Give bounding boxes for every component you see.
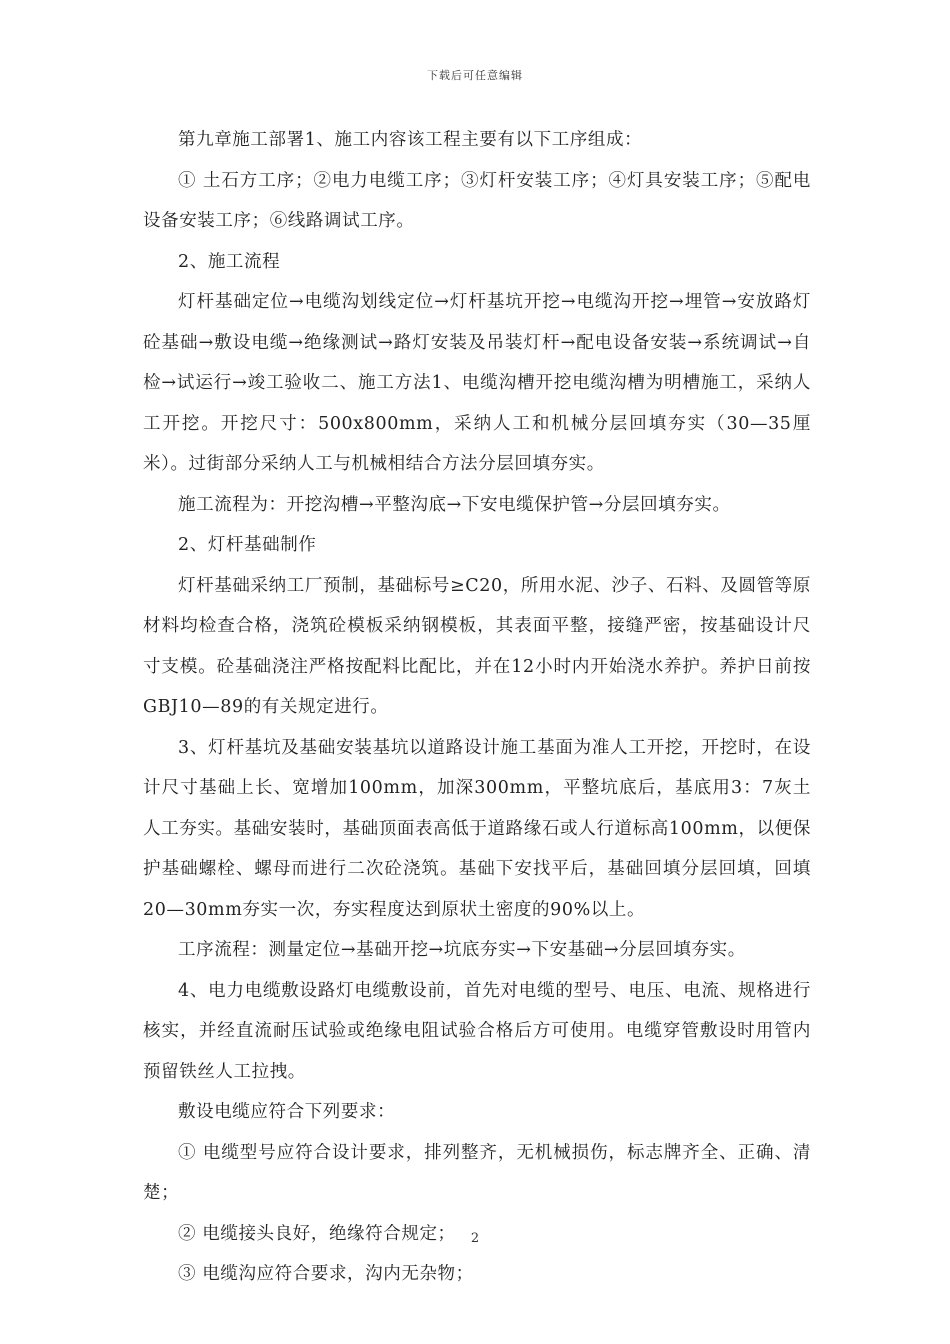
paragraph: 2、灯杆基础制作: [178, 535, 317, 555]
paragraph: 4、电力电缆敷设路灯电缆敷设前，首先对电缆的型号、电压、电流、规格进行核实，并经直流耐压试验或绝缘电阻试验合格后方可使用。电缆穿管敷设时用管内预留铁丝人工拉拽。: [143, 980, 811, 1082]
paragraph: 3、灯杆基坑及基础安装基坑以道路设计施工基面为准人工开挖，开挖时，在设计尺寸基础上长、宽增加100mm，加深300mm，平整坑底后，基底用3：7灰土人工夯实。基础安装时，基础顶面表高低于道路缘石或人行道标高100mm，以便保护基础螺栓、螺母而进行二次砼浇筑。基础下安找平后，基础回填分层回填，回填20—30mm夯实一次，夯实程度达到原状土密度的90%以上。: [143, 737, 811, 920]
paragraph: 敷设电缆应符合下列要求：: [178, 1102, 396, 1122]
paragraph: 灯杆基础采纳工厂预制，基础标号≥C20，所用水泥、沙子、石料、及圆管等原材料均检查合格，浇筑砼模板采纳钢模板，其表面平整，接缝严密，按基础设计尺寸支模。砼基础浇注严格按配料比配比，并在12小时内开始浇水养护。养护日前按GBJ10—89的有关规定进行。: [143, 575, 811, 717]
paragraph: 施工流程为：开挖沟槽→平整沟底→下安电缆保护管→分层回填夯实。: [178, 494, 731, 515]
paragraph: ② 电缆接头良好，绝缘符合规定；: [178, 1223, 456, 1244]
page-number: 2: [470, 1231, 480, 1246]
paragraph: ① 土石方工序；②电力电缆工序；③灯杆安装工序；④灯具安装工序；⑤配电设备安装工序；⑥线路调试工序。: [143, 170, 811, 231]
paragraph: 灯杆基础定位→电缆沟划线定位→灯杆基坑开挖→电缆沟开挖→埋管→安放路灯砼基础→敷设电缆→绝缘测试→路灯安装及吊装灯杆→配电设备安装→系统调试→自检→试运行→竣工验收二、施工方法1、电缆沟槽开挖电缆沟槽为明槽施工，采纳人工开挖。开挖尺寸：500x800mm，采纳人工和机械分层回填夯实（30—35厘米）。过街部分采纳人工与机械相结合方法分层回填夯实。: [143, 292, 811, 474]
paragraph: 第九章施工部署1、施工内容该工程主要有以下工序组成：: [178, 130, 643, 150]
paragraph: ① 电缆型号应符合设计要求，排列整齐，无机械损伤，标志牌齐全、正确、清楚；: [143, 1142, 811, 1203]
paragraph: ③ 电缆沟应符合要求，沟内无杂物；: [178, 1264, 474, 1284]
page-header: 下载后可任意编辑: [427, 69, 523, 82]
document-body: [143, 120, 811, 1295]
paragraph: 工序流程：测量定位→基础开挖→坑底夯实→下安基础→分层回填夯实。: [178, 940, 746, 960]
paragraph: 2、施工流程: [178, 251, 281, 272]
